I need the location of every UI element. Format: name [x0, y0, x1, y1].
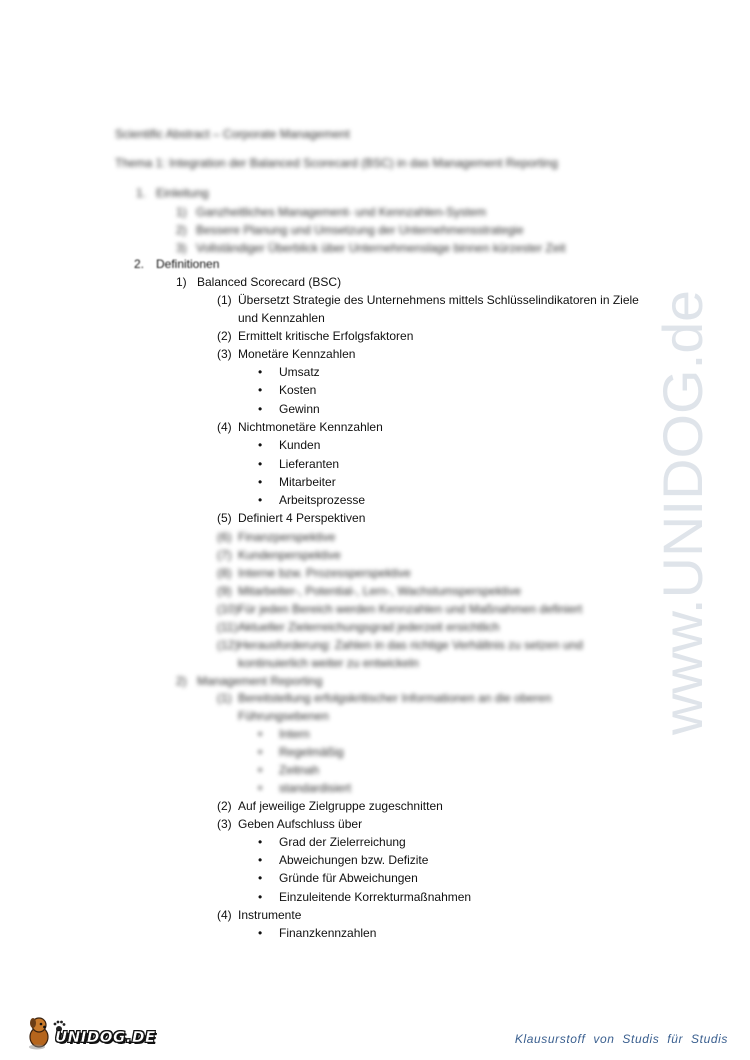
list-item: [217, 907, 301, 923]
bullet-icon: •: [258, 457, 263, 471]
item-number: (4): [217, 420, 232, 434]
item-label: Finanzperspektive: [238, 530, 336, 544]
list-item: [217, 510, 365, 526]
item-label: Instrumente: [238, 908, 302, 922]
item-label: Auf jeweilige Zielgruppe zugeschnitten: [238, 799, 443, 813]
bullet-icon: •: [258, 402, 263, 416]
item-number: (2): [217, 329, 232, 343]
bullet-label: Finanzkennzahlen: [279, 926, 377, 940]
item-number: (11): [217, 620, 238, 634]
item-label: Ganzheitliches Management- und Kennzahlen-System: [196, 205, 487, 219]
bullet-item: [258, 744, 344, 760]
subsection-bsc: [176, 274, 341, 290]
item-label: Ermittelt kritische Erfolgsfaktoren: [238, 329, 414, 343]
list-item: [217, 583, 521, 599]
item-number: 1): [176, 205, 187, 219]
section-label: Einleitung: [156, 186, 209, 200]
bullet-icon: •: [258, 763, 263, 777]
item-number: (3): [217, 817, 232, 831]
logo-text: UNIDOG.DE: [55, 1028, 156, 1046]
bullet-icon: •: [258, 853, 263, 867]
unidog-logo[interactable]: [25, 1012, 155, 1052]
bullet-label: Grad der Zielerreichung: [279, 835, 406, 849]
bullet-icon: •: [258, 745, 263, 759]
bullet-item: [258, 382, 316, 398]
item-number: (12): [217, 638, 239, 652]
item-label: Monetäre Kennzahlen: [238, 347, 356, 361]
bullet-icon: •: [258, 438, 263, 452]
item-number: (8): [217, 566, 232, 580]
bullet-icon: •: [258, 871, 263, 885]
list-item: [176, 240, 566, 256]
list-item-continuation: und Kennzahlen: [238, 311, 325, 325]
bullet-item: [258, 834, 406, 850]
item-number: (1): [217, 293, 232, 307]
bullet-label: Intern: [279, 727, 310, 741]
list-item: [217, 328, 413, 344]
list-item: [217, 601, 582, 617]
item-label: Nichtmonetäre Kennzahlen: [238, 420, 383, 434]
item-number: (1): [217, 691, 232, 705]
list-item: [217, 419, 383, 435]
list-item: [176, 204, 486, 220]
bullet-label: Einzuleitende Korrekturmaßnahmen: [279, 890, 472, 904]
bullet-icon: •: [258, 475, 263, 489]
section-1-heading: [136, 185, 209, 201]
bullet-item: [258, 726, 310, 742]
bullet-item: [258, 780, 351, 796]
bullet-label: Abweichungen bzw. Defizite: [279, 853, 429, 867]
list-item: [217, 547, 341, 563]
item-label: Kundenperspektive: [238, 548, 341, 562]
watermark: [620, 280, 730, 750]
bullet-label: Gründe für Abweichungen: [279, 871, 418, 885]
bullet-item: [258, 870, 418, 886]
bullet-label: Kunden: [279, 438, 321, 452]
bullet-label: Arbeitsprozesse: [279, 493, 366, 507]
bullet-icon: •: [258, 890, 263, 904]
watermark-text: www.UNIDOG.de: [651, 299, 714, 735]
item-label: Interne bzw. Prozessperspektive: [238, 566, 411, 580]
bullet-icon: •: [258, 781, 263, 795]
bullet-label: Lieferanten: [279, 457, 340, 471]
item-label: Balanced Scorecard (BSC): [197, 275, 342, 289]
section-number: 2.: [134, 257, 145, 271]
item-label: Mitarbeiter-, Potential-, Lern-, Wachstumsperspektive: [238, 584, 521, 598]
footer-tagline: Klausurstoff von Studis für Studis: [514, 1032, 728, 1046]
list-item: [217, 346, 355, 362]
bullet-label: Zeitnah: [279, 763, 320, 777]
item-number: (3): [217, 347, 232, 361]
item-number: (5): [217, 511, 232, 525]
item-number: 3): [176, 241, 187, 255]
bullet-icon: •: [258, 383, 263, 397]
list-item: [176, 222, 524, 238]
item-number: (9): [217, 584, 232, 598]
section-number: 1.: [136, 186, 147, 200]
item-number: 2): [176, 674, 187, 688]
bullet-item: [258, 437, 320, 453]
bullet-item: [258, 474, 336, 490]
list-item: [217, 637, 583, 653]
item-number: (7): [217, 548, 232, 562]
list-item: [217, 292, 639, 308]
bullet-item: [258, 852, 428, 868]
list-item: [217, 529, 335, 545]
bullet-label: Regelmäßig: [279, 745, 344, 759]
bullet-label: Gewinn: [279, 402, 320, 416]
item-label: Management Reporting: [197, 674, 323, 688]
bullet-icon: •: [258, 926, 263, 940]
bullet-label: standardisiert: [279, 781, 352, 795]
item-label: Bereitstellung erfolgskritischer Informationen an die oberen: [238, 691, 552, 705]
bullet-item: [258, 889, 471, 905]
list-item: [217, 798, 443, 814]
subsection-management-reporting: [176, 673, 322, 689]
bullet-item: [258, 762, 319, 778]
section-2-heading: [134, 256, 219, 272]
bullet-item: [258, 456, 339, 472]
bullet-label: Kosten: [279, 383, 317, 397]
section-label: Definitionen: [156, 257, 220, 271]
item-label: Definiert 4 Perspektiven: [238, 511, 366, 525]
item-number: (2): [217, 799, 232, 813]
list-item: [217, 619, 499, 635]
list-item-continuation: Führungsebenen: [238, 709, 329, 723]
bullet-icon: •: [258, 493, 263, 507]
list-item-continuation: kontinuierlich weiter zu entwickeln: [238, 656, 419, 670]
document-subtitle: Thema 1: Integration der Balanced Scorecard (BSC) in das Management Reporting: [115, 156, 558, 170]
item-label: Bessere Planung und Umsetzung der Unternehmensstrategie: [196, 223, 524, 237]
list-item: [217, 690, 552, 706]
item-number: 2): [176, 223, 187, 237]
bullet-icon: •: [258, 835, 263, 849]
bullet-item: [258, 492, 365, 508]
list-item: [217, 816, 362, 832]
list-item: [217, 565, 411, 581]
bullet-item: [258, 401, 320, 417]
item-label: Übersetzt Strategie des Unternehmens mittels Schlüsselindikatoren in Ziele: [238, 293, 639, 307]
bullet-icon: •: [258, 365, 263, 379]
bullet-label: Mitarbeiter: [279, 475, 336, 489]
item-label: Geben Aufschluss über: [238, 817, 363, 831]
bullet-item: [258, 925, 376, 941]
bullet-item: [258, 364, 320, 380]
item-number: (4): [217, 908, 232, 922]
item-number: (6): [217, 530, 232, 544]
bullet-label: Umsatz: [279, 365, 320, 379]
bullet-icon: •: [258, 727, 263, 741]
item-label: Vollständiger Überblick über Unternehmenslage binnen kürzester Zeit: [196, 241, 566, 255]
item-number: (10): [217, 602, 239, 616]
item-label: Für jeden Bereich werden Kennzahlen und Maßnahmen definiert: [238, 602, 583, 616]
document-title: Scientific Abstract – Corporate Management: [115, 127, 350, 141]
item-number: 1): [176, 275, 187, 289]
item-label: Aktueller Zielerreichungsgrad jederzeit ersichtlich: [238, 620, 500, 634]
item-label: Herausforderung: Zahlen in das richtige Verhältnis zu setzen und: [238, 638, 583, 652]
